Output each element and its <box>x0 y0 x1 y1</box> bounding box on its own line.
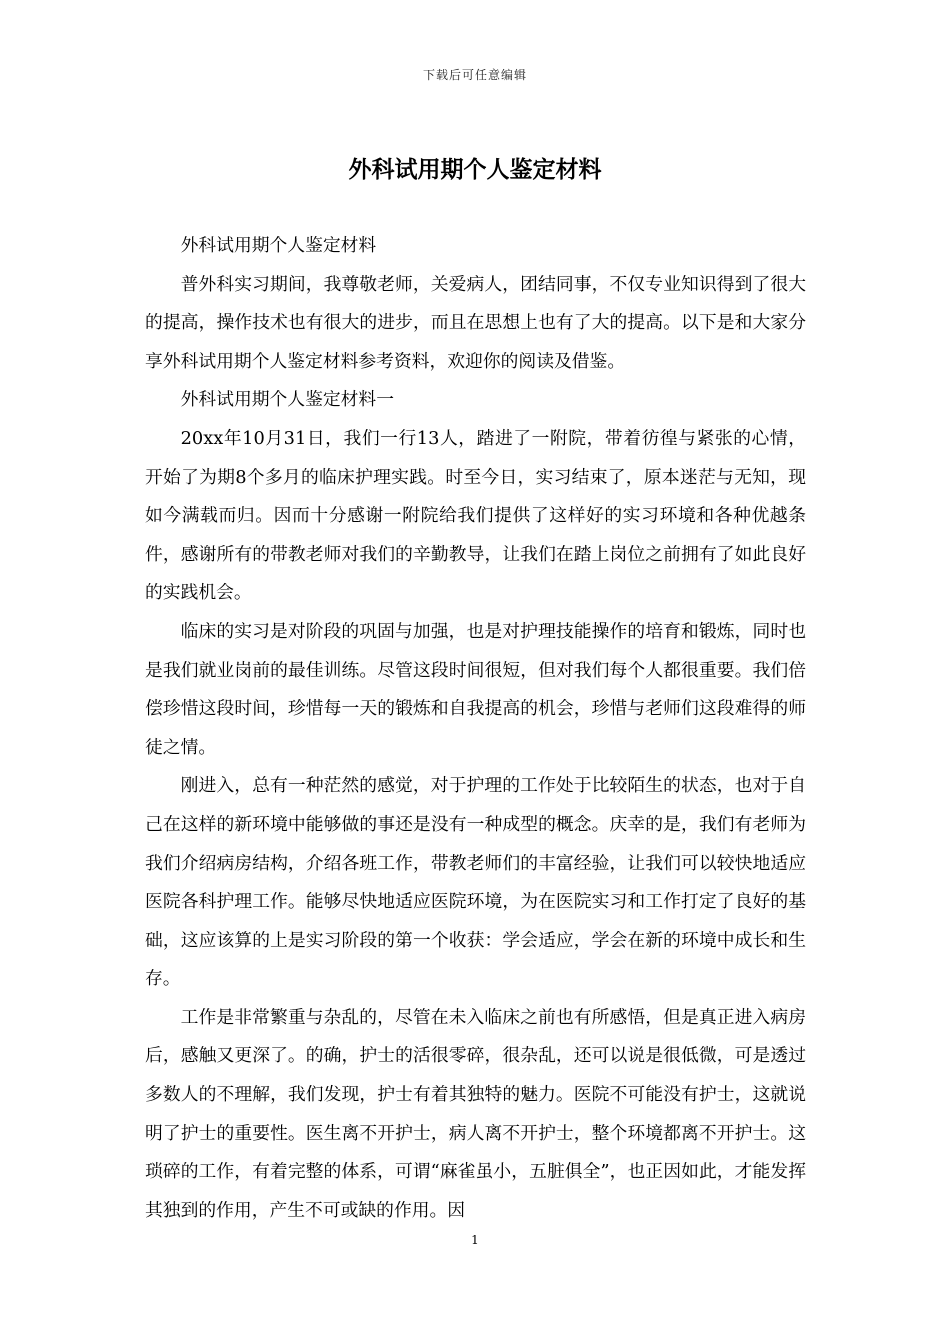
paragraph-intro: 普外科实习期间，我尊敬老师，关爱病人，团结同事，不仅专业知识得到了很大的提高，操作技术也有很大的进步，而且在思想上也有了大的提高。以下是和大家分享外科试用期个人鉴定材料参考资料，欢迎你的阅读及借鉴。 <box>145 273 806 372</box>
document-body <box>145 227 806 1230</box>
paragraph-body: 临床的实习是对阶段的巩固与加强，也是对护理技能操作的培育和锻炼，同时也是我们就业岗前的最佳训练。尽管这段时间很短，但对我们每个人都很重要。我们倍偿珍惜这段时间，珍惜每一天的锻炼和自我提高的机会，珍惜与老师们这段难得的师徒之情。 <box>145 620 806 758</box>
paragraph-body: 刚进入，总有一种茫然的感觉，对于护理的工作处于比较陌生的状态，也对于自己在这样的新环境中能够做的事还是没有一种成型的概念。庆幸的是，我们有老师为我们介绍病房结构，介绍各班工作，带教老师们的丰富经验，让我们可以较快地适应医院各科护理工作。能够尽快地适应医院环境，为在医院实习和工作打定了良好的基础，这应该算的上是实习阶段的第一个收获：学会适应，学会在新的环境中成长和生存。 <box>145 775 806 990</box>
paragraph-body: 20xx年10月31日，我们一行13人，踏进了一附院，带着彷徨与紧张的心情，开始了为期8个多月的临床护理实践。时至今日，实习结束了，原本迷茫与无知，现如今满载而归。因而十分感谢一附院给我们提供了这样好的实习环境和各种优越条件，感谢所有的带教老师对我们的辛勤教导，让我们在踏上岗位之前拥有了如此良好的实践机会。 <box>145 427 806 604</box>
paragraph-section-heading: 外科试用期个人鉴定材料一 <box>180 389 394 411</box>
header-note: 下载后可任意编辑 <box>422 68 527 82</box>
page-number: 1 <box>471 1233 479 1247</box>
document-title: 外科试用期个人鉴定材料 <box>348 156 602 183</box>
paragraph-subtitle: 外科试用期个人鉴定材料 <box>180 235 377 256</box>
paragraph-body: 工作是非常繁重与杂乱的，尽管在未入临床之前也有所感悟，但是真正进入病房后，感触又更深了。的确，护士的活很零碎，很杂乱，还可以说是很低微，可是透过多数人的不理解，我们发现，护士有着其独特的魅力。医院不可能没有护士，这就说明了护士的重要性。医生离不开护士，病人离不开护士，整个环境都离不开护士。这琐碎的工作，有着完整的体系，可谓“麻雀虽小，五脏俱全”，也正因如此，才能发挥其独到的作用，产生不可或缺的作用。因 <box>145 1006 806 1221</box>
